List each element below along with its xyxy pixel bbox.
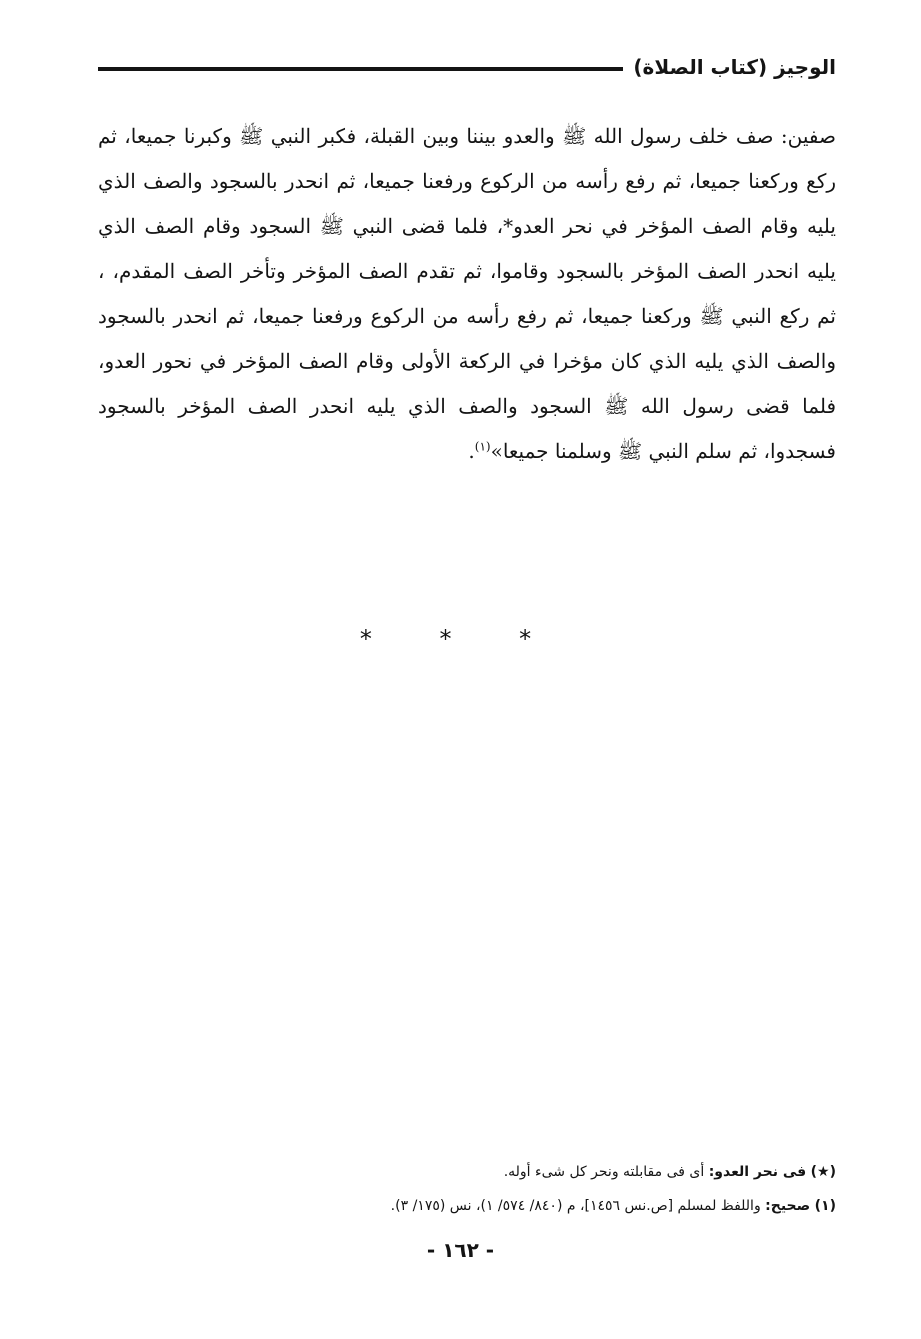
footnote-text: أى فى مقابلته ونحر كل شىء أوله. (503, 1164, 705, 1180)
running-header (98, 50, 836, 84)
footnote-lead: صحيح: (765, 1198, 811, 1214)
footnote-text: واللفظ لمسلم [ص.نس ١٤٥٦]، م (٨٤٠/ ٥٧٤/ ١)، نس (١٧٥/ ٣). (390, 1198, 761, 1214)
section-ornament: * * * (359, 625, 562, 653)
header-title: الوجيز (كتاب الصلاة) (633, 55, 836, 79)
footnote-marker: (١) (814, 1198, 836, 1214)
footnote-reference: (١) (474, 439, 491, 454)
header-rule (98, 67, 623, 71)
page-number: - ١٦٢ - (426, 1238, 495, 1262)
footnote-1 (98, 1189, 836, 1223)
footnotes (98, 1155, 836, 1223)
footnote-star (98, 1155, 836, 1189)
paragraph-text: صفين: صف خلف رسول الله ﷺ والعدو بيننا وبين القبلة، فكبر النبي ﷺ وكبرنا جميعا، ثم ركع وركعنا جميعا، ثم رفع رأسه من الركوع ورفعنا جميعا، ثم انحدر بالسجود والصف الذي يليه وقام الصف المؤخر في نحر العدو*، فلما قضى النبي ﷺ السجود وقام الصف الذي يليه انحدر الصف المؤخر بالسجود وقاموا، ثم تقدم الصف المؤخر وتأخر الصف المقدم، ، ثم ركع النبي ﷺ وركعنا جميعا، ثم رفع رأسه من الركوع ورفعنا جميعا، ثم انحدر بالسجود والصف الذي يليه الذي كان مؤخرا في الركعة الأولى وقام الصف المؤخر في نحور العدو، فلما قضى رسول الله ﷺ السجود والصف الذي يليه انحدر الصف المؤخر بالسجود فسجدوا، ثم سلم النبي ﷺ وسلمنا جميعا» (98, 124, 836, 463)
footnote-marker: (★) (810, 1164, 836, 1180)
main-paragraph (98, 114, 836, 474)
end-punctuation: . (468, 439, 475, 463)
footnote-lead: فى نحر العدو: (708, 1164, 807, 1180)
